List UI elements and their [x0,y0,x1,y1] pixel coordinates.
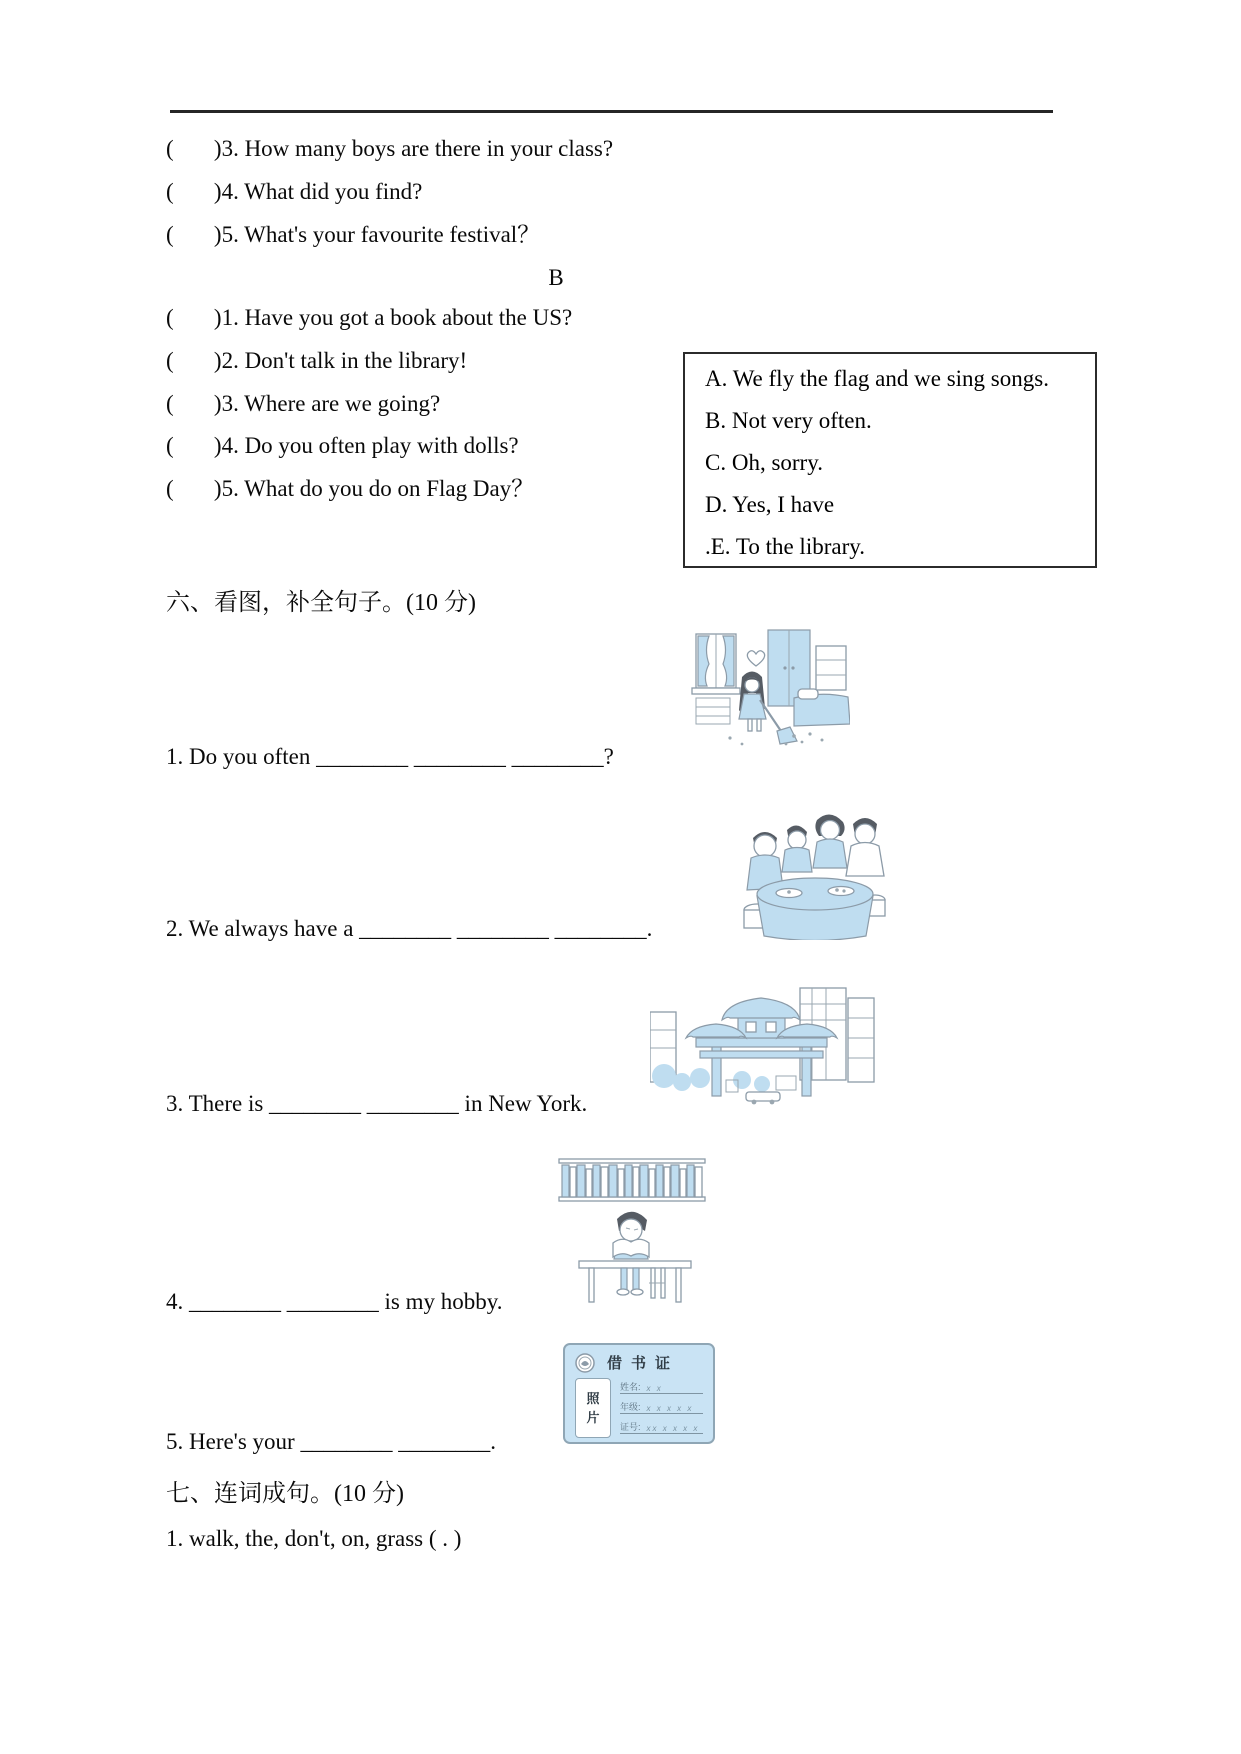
card-fields [620,1381,703,1434]
library-card-body [565,1373,713,1438]
field-label: 姓名: [620,1382,641,1392]
question-line-b5: ( )5. What do you do on Flag Day？ [166,476,535,501]
answer-option-d: D. Yes, I have [705,492,835,517]
answer-option-a: A. We fly the flag and we sing songs. [705,366,1049,391]
chinatown-gate-illustration [650,980,876,1106]
sentence-4: 4. ________ ________ is my hobby. [166,1289,503,1314]
field-label: 证号: [620,1422,641,1432]
top-rule [170,110,1053,113]
field-value: xx x x x x [646,1424,700,1433]
answer-options-box [683,352,1097,568]
section-six-heading: 六、看图，补全句子。(10 分) [166,590,476,616]
question-line-b1: ( )1. Have you got a book about the US? [166,305,573,330]
field-value: x x [646,1384,663,1393]
question-line-a4: ( )4. What did you find? [166,179,423,204]
field-value: x x x x x [646,1404,694,1413]
card-field-grade [620,1401,703,1414]
library-card-header [565,1345,713,1373]
question-line-a5: ( )5. What's your favourite festival？ [166,222,541,247]
boy-reading-illustration [557,1155,707,1305]
answer-option-e: .E. To the library. [705,534,865,559]
question-line-b4: ( )4. Do you often play with dolls? [166,433,519,458]
question-line-a3: ( )3. How many boys are there in your class? [166,136,614,161]
photo-label: 照片 [586,1390,600,1425]
answer-option-b: B. Not very often. [705,408,872,433]
card-field-name [620,1381,703,1394]
question-line-b3: ( )3. Where are we going? [166,391,441,416]
sentence-5: 5. Here's your ________ ________. [166,1429,496,1454]
sentence-3: 3. There is ________ ________ in New York. [166,1091,588,1116]
library-seal-icon [575,1353,595,1373]
section-seven-heading: 七、连词成句。(10 分) [166,1481,404,1507]
part-b-label: B [548,265,564,290]
card-field-number [620,1421,703,1434]
girl-sweeping-illustration [690,628,850,750]
answer-option-c: C. Oh, sorry. [705,450,823,475]
field-label: 年级: [620,1402,641,1412]
sentence-1: 1. Do you often ________ ________ ________? [166,744,614,769]
question-line-b2: ( )2. Don't talk in the library! [166,348,468,373]
library-card-illustration [563,1343,715,1444]
photo-box [575,1378,611,1438]
sentence-2: 2. We always have a ________ ________ ________. [166,916,653,941]
rearrange-item-1: 1. walk, the, don't, on, grass ( . ) [166,1526,462,1551]
library-card-title: 借书证 [607,1356,680,1372]
family-dinner-illustration [727,798,890,940]
